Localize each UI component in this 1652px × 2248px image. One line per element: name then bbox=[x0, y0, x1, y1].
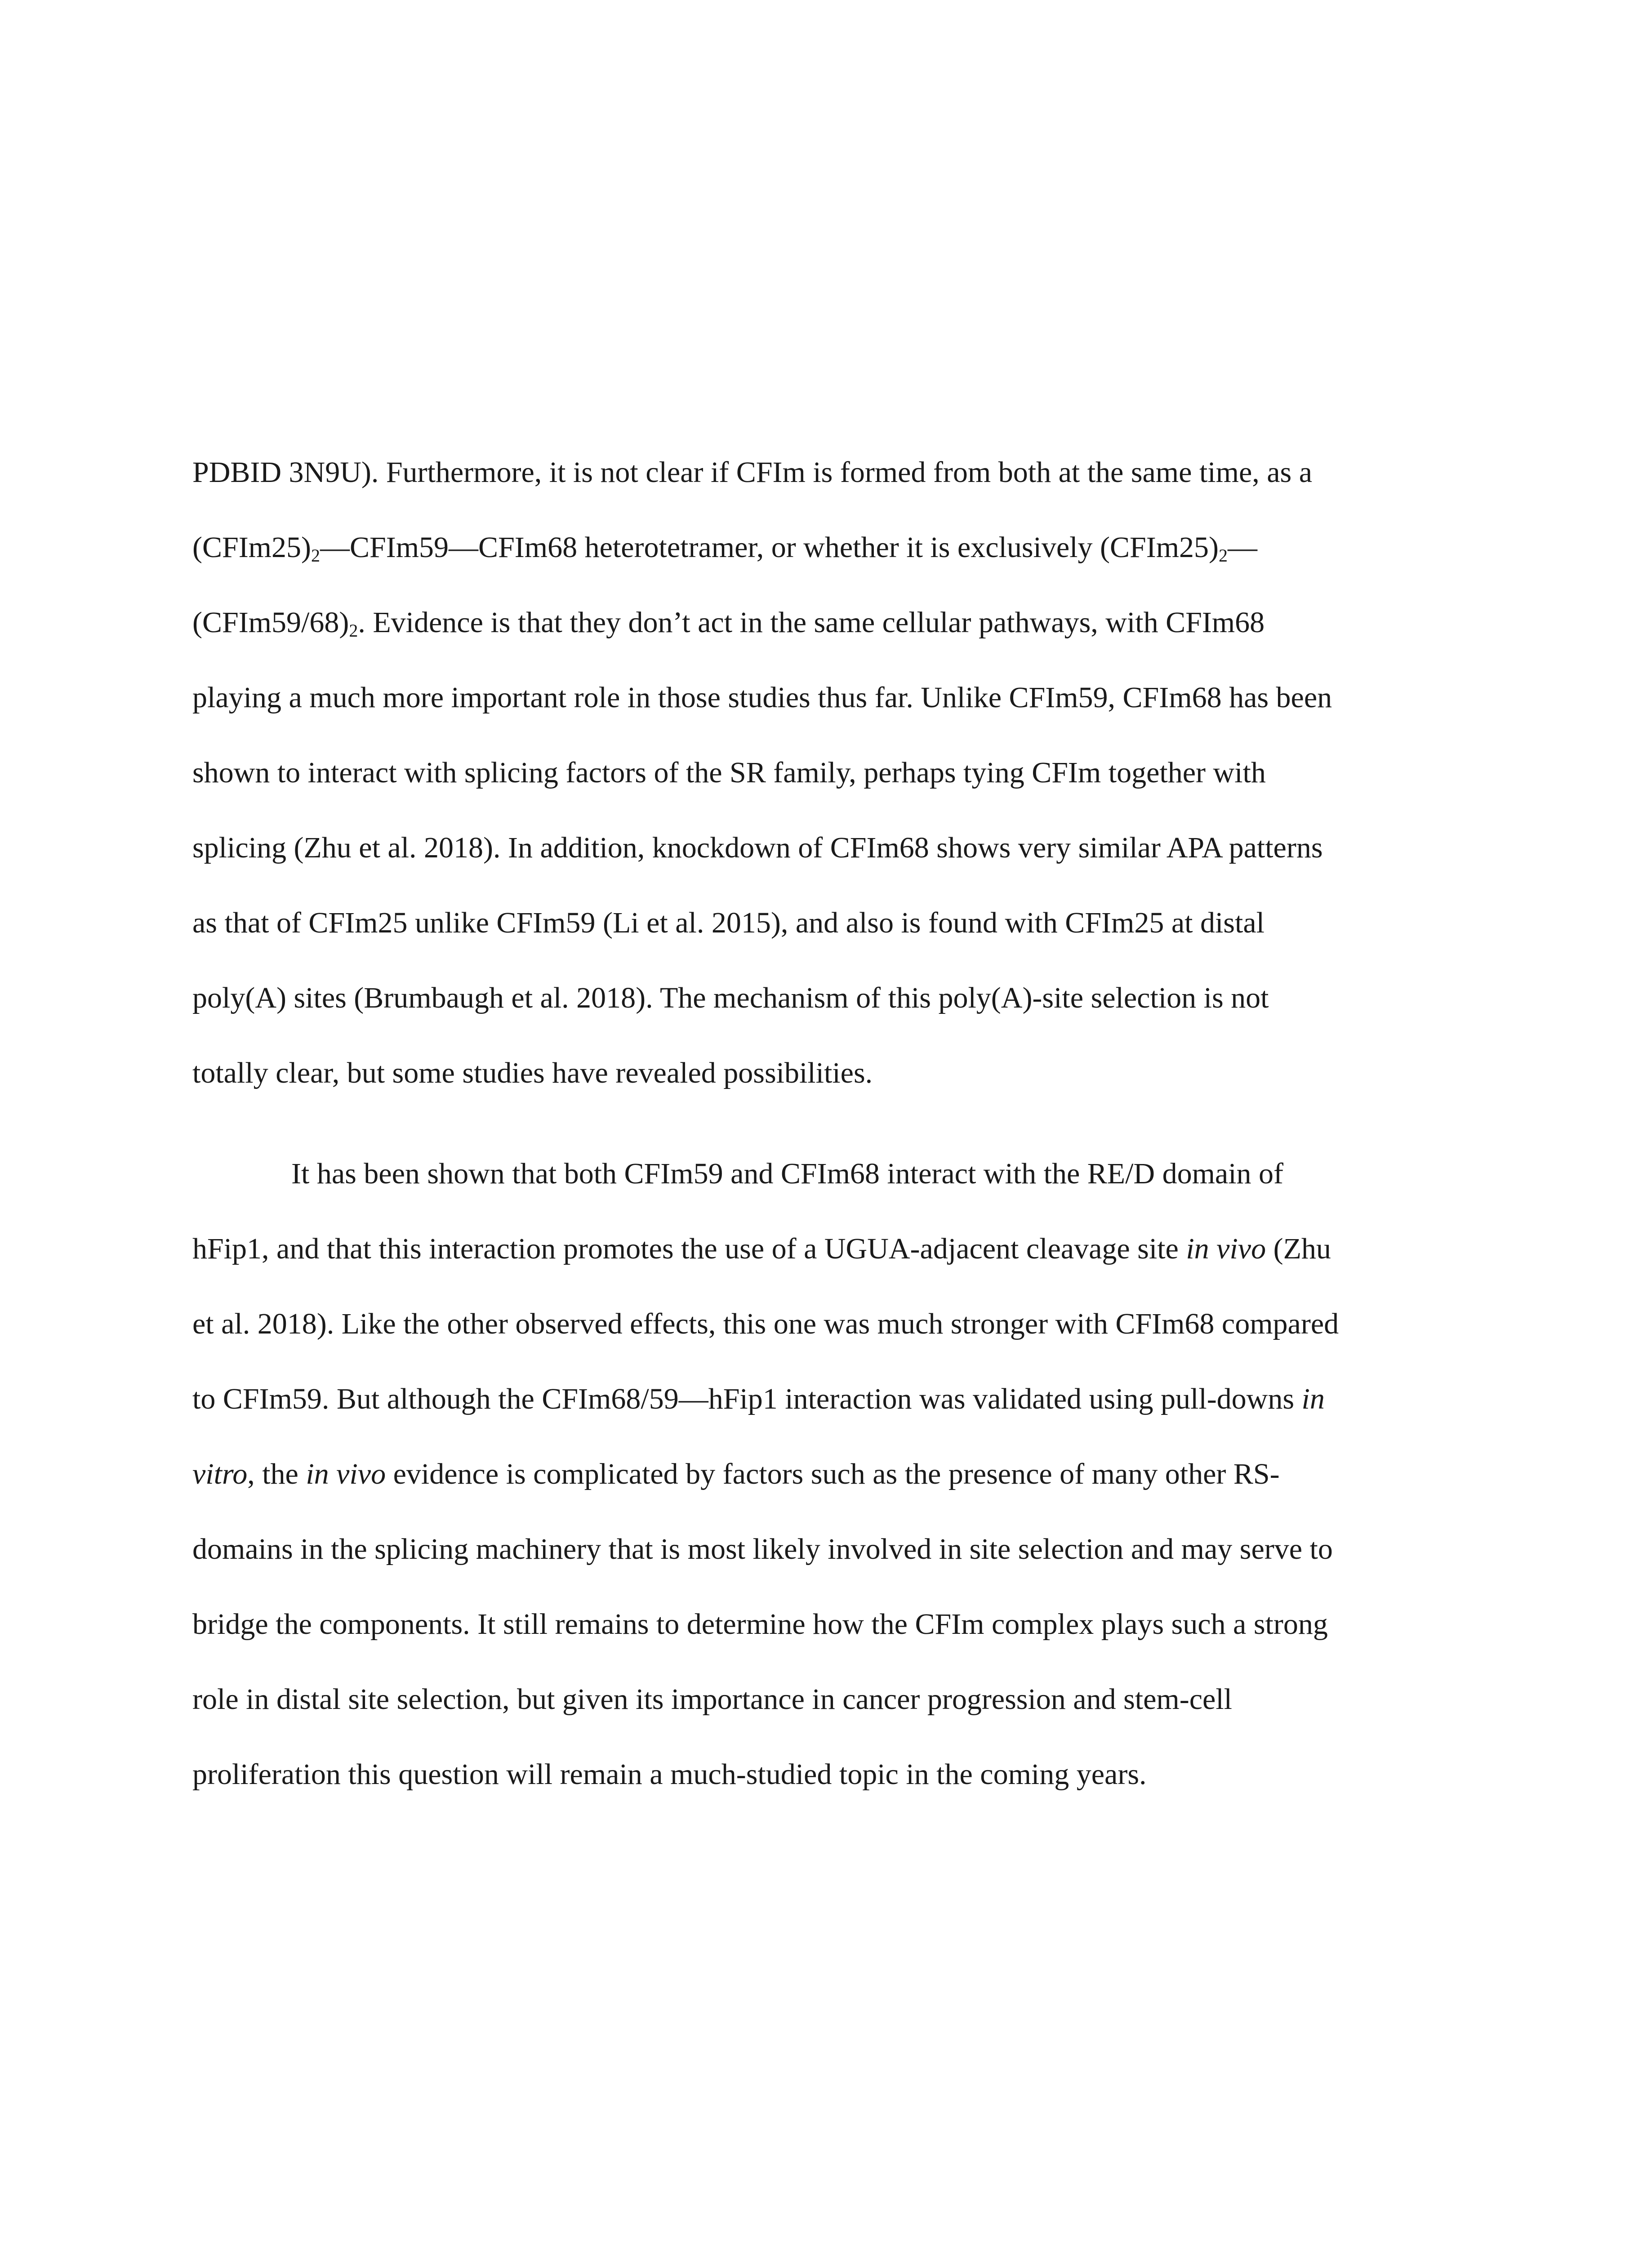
text-line bbox=[192, 458, 1312, 487]
text-line bbox=[192, 1685, 1232, 1714]
text-run: et al. 2018). Like the other observed effects, this one was much stronger with CFIm68 compared bbox=[192, 1307, 1339, 1340]
text-line bbox=[192, 531, 1258, 566]
italic-run: in vivo bbox=[306, 1458, 386, 1490]
italic-run: in bbox=[1301, 1383, 1325, 1415]
subscript: 2 bbox=[1219, 545, 1228, 566]
text-line bbox=[291, 1159, 1283, 1189]
text-run: —CFIm59—CFIm68 heterotetramer, or whether it is exclusively (CFIm25) bbox=[320, 531, 1219, 564]
text-line bbox=[192, 683, 1332, 713]
text-run: splicing (Zhu et al. 2018). In addition, knockdown of CFIm68 shows very similar APA patterns bbox=[192, 831, 1323, 864]
text-run: — bbox=[1228, 531, 1258, 564]
text-run: hFip1, and that this interaction promotes the use of a UGUA-adjacent cleavage site bbox=[192, 1232, 1186, 1265]
text-line bbox=[192, 1234, 1331, 1264]
text-run: to CFIm59. But although the CFIm68/59—hFip1 interaction was validated using pull-downs bbox=[192, 1383, 1302, 1415]
text-line bbox=[192, 908, 1265, 938]
text-line bbox=[192, 1384, 1325, 1414]
italic-run: in vivo bbox=[1186, 1232, 1266, 1265]
text-line bbox=[192, 1058, 873, 1088]
text-run: proliferation this question will remain a much-studied topic in the coming years. bbox=[192, 1758, 1147, 1791]
text-run: It has been shown that both CFIm59 and CFIm68 interact with the RE/D domain of bbox=[291, 1157, 1284, 1190]
text-line bbox=[192, 1760, 1147, 1789]
text-run: as that of CFIm25 unlike CFIm59 (Li et al. 2015), and also is found with CFIm25 at distal bbox=[192, 906, 1265, 939]
italic-run: vitro bbox=[192, 1458, 248, 1490]
text-line bbox=[192, 1459, 1280, 1489]
text-line bbox=[192, 1309, 1339, 1339]
text-run: (CFIm59/68) bbox=[192, 606, 349, 639]
subscript: 2 bbox=[311, 545, 320, 566]
text-run: evidence is complicated by factors such as the presence of many other RS- bbox=[386, 1458, 1280, 1490]
text-run: (CFIm25) bbox=[192, 531, 311, 564]
text-line bbox=[192, 983, 1269, 1013]
text-run: , the bbox=[247, 1458, 306, 1490]
text-line bbox=[192, 833, 1323, 863]
text-run: domains in the splicing machinery that is most likely involved in site selection and may serve to bbox=[192, 1533, 1333, 1566]
subscript: 2 bbox=[349, 620, 358, 641]
text-run: role in distal site selection, but given its importance in cancer progression and stem-cell bbox=[192, 1683, 1232, 1716]
text-run: . Evidence is that they don’t act in the same cellular pathways, with CFIm68 bbox=[358, 606, 1265, 639]
text-line bbox=[192, 758, 1266, 788]
text-run: playing a much more important role in those studies thus far. Unlike CFIm59, CFIm68 has been bbox=[192, 681, 1332, 714]
text-run: shown to interact with splicing factors of the SR family, perhaps tying CFIm together with bbox=[192, 756, 1266, 789]
text-run: bridge the components. It still remains to determine how the CFIm complex plays such a strong bbox=[192, 1608, 1328, 1641]
text-run: (Zhu bbox=[1266, 1232, 1331, 1265]
text-run: totally clear, but some studies have revealed possibilities. bbox=[192, 1057, 873, 1089]
text-line bbox=[192, 1610, 1328, 1639]
text-line bbox=[192, 1534, 1333, 1564]
text-run: poly(A) sites (Brumbaugh et al. 2018). The mechanism of this poly(A)-site selection is not bbox=[192, 981, 1269, 1014]
text-line bbox=[192, 606, 1265, 641]
text-run: PDBID 3N9U). Furthermore, it is not clear if CFIm is formed from both at the same time, as a bbox=[192, 456, 1313, 489]
